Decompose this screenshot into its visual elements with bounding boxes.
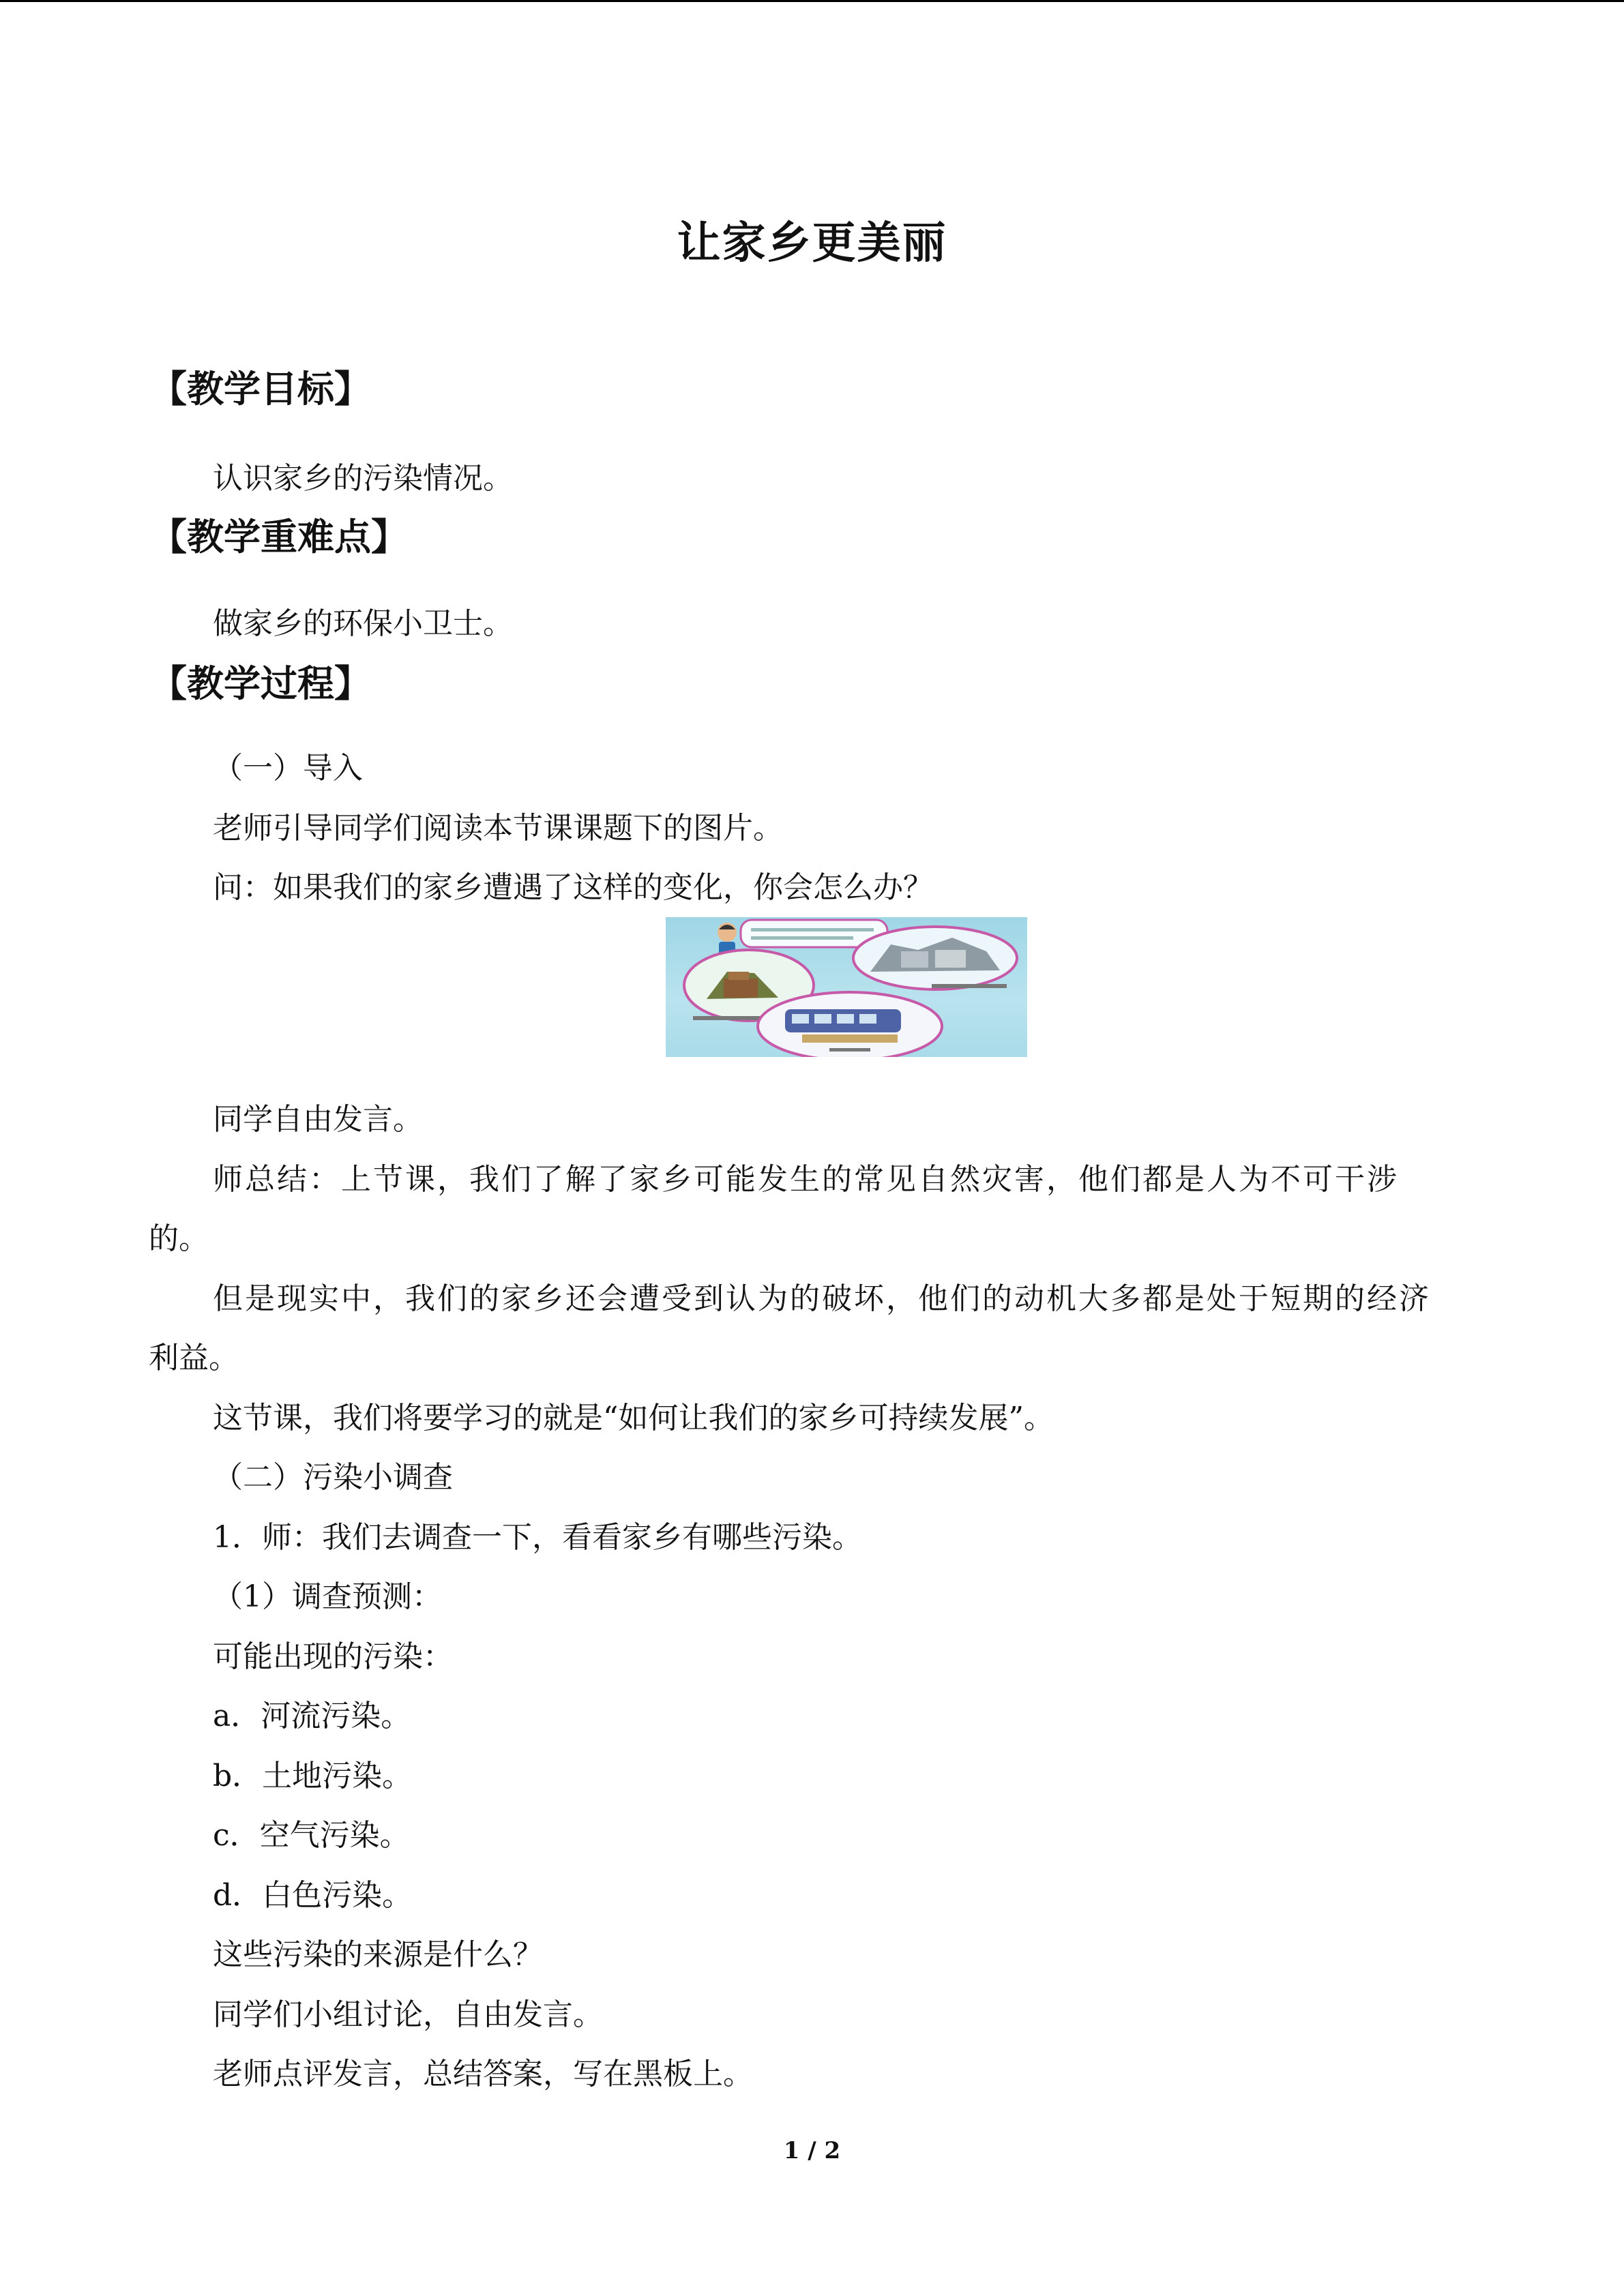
process-line: 的。 [149, 1221, 209, 1256]
process-line: 1．师：我们去调查一下，看看家乡有哪些污染。 [213, 1520, 862, 1555]
process-line: （二）污染小调查 [213, 1460, 453, 1495]
illustration-graphic [666, 917, 1027, 1057]
process-line: 但是现实中，我们的家乡还会遭受到认为的破坏，他们的动机大多都是处于短期的经济 [213, 1281, 1431, 1316]
process-line: 可能出现的污染： [213, 1639, 453, 1674]
list-item: a．河流污染。 [213, 1699, 411, 1733]
process-line: 同学们小组讨论，自由发言。 [213, 1997, 603, 2032]
key-points-heading: 【教学重难点】 [150, 516, 408, 558]
lesson-illustration [666, 917, 1027, 1057]
process-line: 利益。 [149, 1341, 239, 1375]
process-line: 同学自由发言。 [213, 1102, 423, 1137]
top-border [0, 0, 1624, 2]
process-line: （1）调查预测： [213, 1579, 442, 1614]
process-line: 老师点评发言，总结答案，写在黑板上。 [213, 2057, 753, 2091]
process-line: 师总结：上节课，我们了解了家乡可能发生的常见自然灾害，他们都是人为不可干涉 [213, 1162, 1399, 1197]
goals-heading: 【教学目标】 [150, 368, 371, 411]
goals-text: 认识家乡的污染情况。 [213, 461, 513, 496]
process-line: 这节课，我们将要学习的就是“如何让我们的家乡可持续发展”。 [213, 1401, 1054, 1435]
process-line: 这些污染的来源是什么？ [213, 1937, 543, 1972]
list-item: c．空气污染。 [213, 1818, 410, 1853]
process-line: 问：如果我们的家乡遭遇了这样的变化，你会怎么办？ [213, 870, 933, 905]
process-line: 老师引导同学们阅读本节课课题下的图片。 [213, 811, 783, 846]
list-item: b．土地污染。 [213, 1759, 413, 1793]
process-line: （一）导入 [213, 751, 363, 786]
page-number: 1 / 2 [783, 2137, 841, 2164]
list-item: d．白色污染。 [213, 1878, 413, 1913]
page-title: 让家乡更美丽 [677, 218, 947, 269]
key-points-text: 做家乡的环保小卫士。 [213, 606, 513, 641]
process-heading: 【教学过程】 [150, 662, 371, 705]
